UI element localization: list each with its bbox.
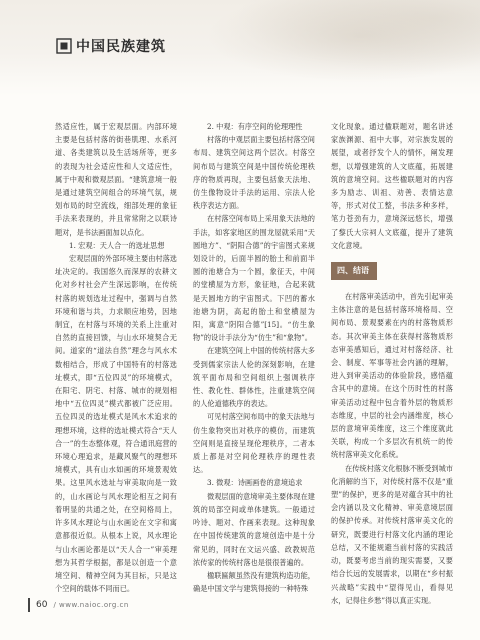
text-column-3 xyxy=(331,120,453,607)
footer-divider xyxy=(28,598,30,612)
paragraph: 在传统村落文化根脉不断受到城市化消解的当下，对传统村落不仅是“重塑”的保护，更多的是对蕴含其中的社会内涵以及文化精神、审美意境层面的保护传承。对传统村落审美文化的研究，既要进行村落文化内涵的理论总结，又不能规避当前村落的实践活动，既要考虑当前的现实需要，又要结合长远的发展需求，以期在“乡村振兴战略”实践中“望得见山，看得见水，记得住乡愁”得以真正实现。 xyxy=(331,463,453,605)
subheading: 2. 中观：有序空间的伦理理性 xyxy=(207,122,303,131)
paragraph: 然适应性，属于宏观层面。内部环境主要是包括村落的街巷肌理、水系河道、各类建筑以及生活场所等，更多的表现为社会适应性和人文适应性，属于中观和微观层面。“建筑意境一般是通过建筑空间组合的环境气氛，规划布局的时空流线，细部处理的象征手法来表现的，并且常常附之以联诗题对，是书法画面加以点化。 xyxy=(55,122,177,237)
journal-logo xyxy=(56,36,166,56)
paragraph: 村落的中观层面主要包括村落空间布局、建筑空间这两个层次。村落空间布局与建筑空间是中国传统伦理秩序的物质再现，主要包括象天法地、仿生像物设计手法的运用、宗法人伦秩序表达方面。 xyxy=(193,135,315,211)
text-column-1 xyxy=(55,120,177,595)
paragraph: 可见村落空间布局中的象天法地与仿生象物突出对秩序的模仿，而建筑空间则是直接呈现伦理秩序，二者本质上都是对空间伦理秩序的理性表达。 xyxy=(193,412,315,475)
paragraph: 在村落审美活动中，首先引起审美主体注意的是包括村落环境格局、空间布局、景观要素在内的村落物质形态。其次审美主体在获得村落物质形态审美感知后，通过对村落经济、社会、制度、军事等社会内涵的理解，进入到审美活动的体验阶段，感悟蕴含其中的意境。在这个历时性的村落审美活动过程中包含着外层的物质形态维度，中层的社会内涵维度，核心层的意境审美维度，这三个维度就此关联，构成一个多层次有机统一的传统村落审美文化系统。 xyxy=(331,292,453,460)
subheading: 1. 宏观：天人合一的选址思想 xyxy=(69,240,165,250)
paragraph: 在村落空间布局上采用象天法地的手法，如客家地区的围龙屋就采用“天圆地方”、“阴阳合德”的宇宙图式来规划设计的，后面半圆的胎土和前面半圆的池塘合为一个圆，象征天，中间的堂横屋为方形，象征地，合起来就是天圆地方的宇宙图式。下凹的蓄水池塘为阴，高起的胎土和堂横屋为阳，寓意“阴阳合德”[15]。“仿生象物”的设计手法分为“仿生”和“象物”。 xyxy=(193,214,315,343)
paragraph: 文化现象。通过楹联题对，题名讲述家族渊源、祖中大事，对宗族发展的展望，或者抒发个人的情怀，阐发理想，以增强建筑的人文底蕴，拓展建筑的意境空间。这些楹联题对的内容多为励志、训祖、劝善、表情达意等，形式对仗工整，书法多种多样，笔力苍劲有力，意境深远悠长，增强了黎氏大宗祠人文底蕴，提升了建筑文化意境。 xyxy=(331,122,453,250)
paragraph: 楹联匾额虽然没有建筑构造功能，确是中国文学与建筑得接的一种特殊 xyxy=(193,570,315,594)
footer-url: / www.naioc.org.cn xyxy=(53,601,129,609)
paragraph: 微观层面的意境审美主要体现在建筑的局部空间或单体建筑。一般通过吟诗、题对、作画来表现。这种现象在中国传统建筑的意境创造中是十分常见的，同时在文运兴盛、政教规范浓传家的传统村落也是很很普遍的。 xyxy=(193,491,315,567)
paragraph: 宏观层面的外部环境主要由村落选址决定的。我国悠久而深厚的农耕文化对乡村社会产生深远影响，在传统村落的规划选址过程中，强调与自然环境和谐与共，力求顺应地势，因地制宜，在村落与环境的关系上注重对自然的直接回馈，与山水环境契合无间。道家的“道法自然”理念与风水术数相结合，形成了中国特有的村落选址模式，即“五位四灵”的环境模式，在阳宅、阴宅、村落、城市的规划相地中“五位四灵”模式都被广泛应用。五位四灵的选址模式是风水术追求的理想环境，这样的选址模式符合“天人合一”的生态整体观，符合通讯庭营的环境心理追求，是藏风聚气的理想环境模式，具有山水如画的环境景观效果。这里风水选址与审美取向是一致的，山水画论与风水理论相互之间有着明显的共通之处，在空间格局上，许多风水理论与山水画论在文字和寓意都很近似。从根本上说，风水理论与山水画论都是以“天人合一”审美理想为其哲学根据，都是以创造一个意境空间、精神空间为其目标，只是这个空间的载体不同而已。 xyxy=(55,254,177,594)
text-column-2 xyxy=(193,120,315,595)
logo-mark-icon xyxy=(56,38,72,54)
subheading: 3. 微观：诗画画卷的意境追求 xyxy=(207,478,303,488)
section-heading: 四、结语 xyxy=(331,262,377,280)
page-number: 60 xyxy=(36,600,48,610)
header-decoration xyxy=(180,0,480,90)
page-footer xyxy=(28,598,129,612)
paragraph: 在建筑空间上中国的传统村落大多受到儒家宗法人伦的深刻影响，在建筑平面布局和空间组织上强调秩序性、教化性、群体性，注重建筑空间的人伦道德秩序的表达。 xyxy=(193,346,315,409)
footer-url-text: www.naioc.org.cn xyxy=(59,601,129,609)
header-band xyxy=(0,0,480,96)
journal-title: 中国民族建筑 xyxy=(76,39,166,55)
